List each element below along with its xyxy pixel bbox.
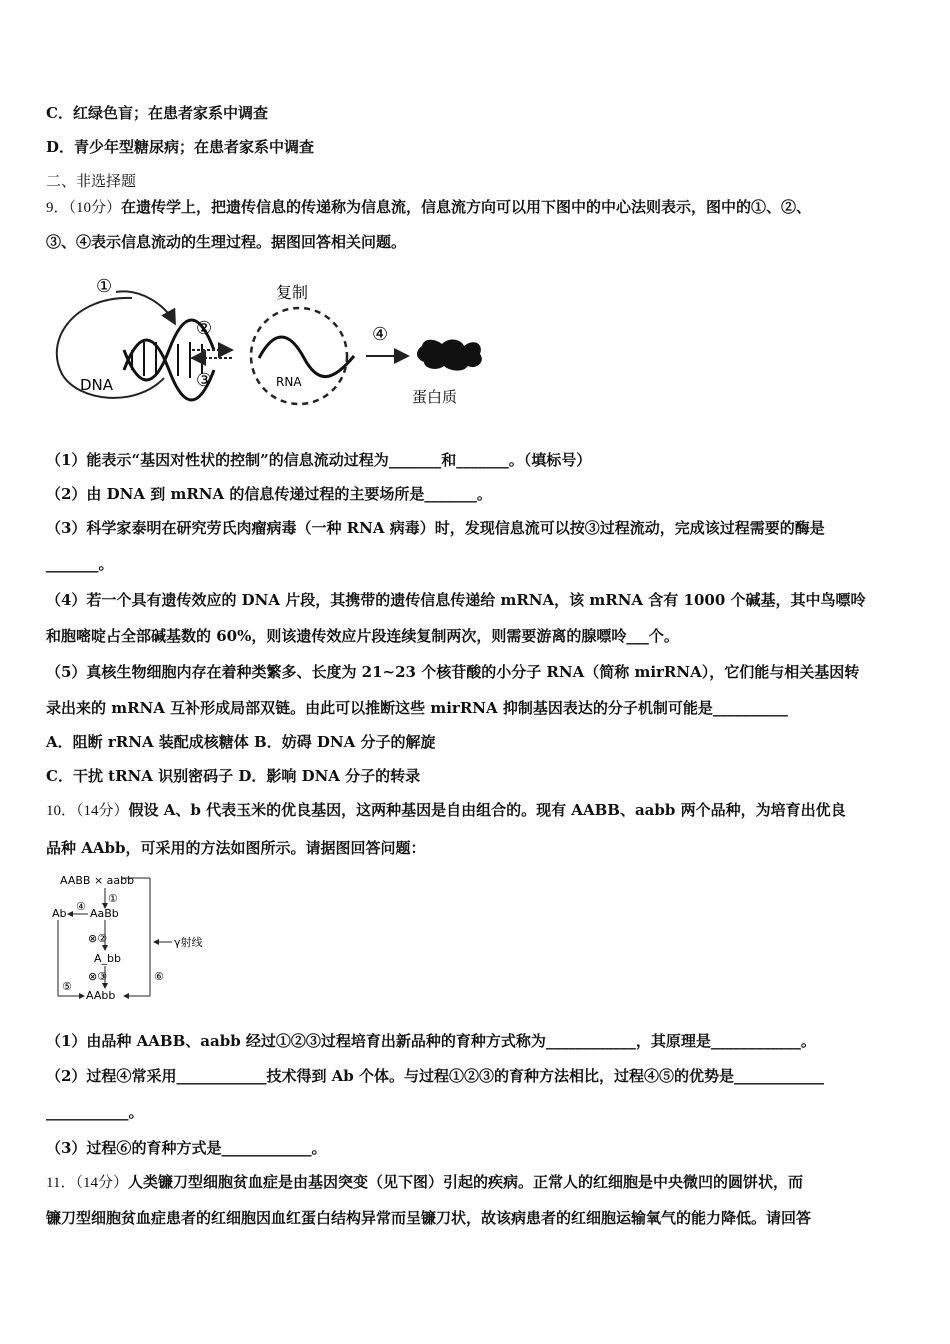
q9-sub3-line1: （3）科学家泰明在研究劳氏肉瘤病毒（一种 RNA 病毒）时，发现信息流可以按③过程流动，完成该过程需要的酶是: [46, 519, 825, 537]
q9-sub3-line2: _______。: [46, 555, 114, 573]
q11-number: 11．（14分）: [46, 1175, 128, 1191]
label-rna: RNA: [276, 375, 302, 389]
label-circle-1: ①: [96, 276, 113, 297]
label-circle-4: ④: [372, 324, 389, 345]
label-step1: ①: [108, 892, 118, 905]
label-circle-3: ③: [196, 370, 213, 391]
label-dna: DNA: [80, 376, 114, 394]
rna-replication-circle: [251, 308, 347, 404]
q10-intro-line1: [46, 800, 846, 821]
breeding-diagram: [50, 870, 230, 1000]
q9-number: 9．（10分）: [46, 200, 122, 216]
label-self2: ⊗②: [88, 932, 108, 945]
q9-intro-line2: ③、④表示信息流动的生理过程。据图回答相关问题。: [46, 233, 407, 251]
rna-strand: [259, 337, 354, 377]
q9-sub4-line1: （4）若一个具有遗传效应的 DNA 片段，其携带的遗传信息传递给 mRNA，该 mRNA 含有 1000 个碱基，其中鸟嘌呤: [46, 591, 866, 609]
label-parents: AABB × aabb: [60, 874, 135, 887]
label-circle-2: ②: [196, 318, 213, 339]
q9-options-ab: A．阻断 rRNA 装配成核糖体 B．妨碍 DNA 分子的解旋: [46, 733, 436, 751]
label-ab: Ab: [52, 907, 67, 920]
option-d: D．青少年型糖尿病；在患者家系中调查: [46, 138, 315, 156]
q10-sub3: （3）过程⑥的育种方式是____________。: [46, 1139, 327, 1157]
label-aabb-final: AAbb: [86, 989, 116, 1000]
section-title: 二、非选择题: [46, 172, 137, 190]
label-a-bb: A_bb: [94, 952, 121, 965]
q10-sub2-line1: （2）过程④常采用____________技术得到 Ab 个体。与过程①②③的育种方法相比，过程④⑤的优势是____________: [46, 1067, 825, 1085]
q9-sub5-line1: （5）真核生物细胞内存在着种类繁多、长度为 21~23 个核苷酸的小分子 RNA（简称 mirRNA），它们能与相关基因转: [46, 663, 860, 681]
q9-sub4-line2: 和胞嘧啶占全部碱基数的 60%，则该遗传效应片段连续复制两次，则需要游离的腺嘌呤___个。: [46, 627, 679, 645]
q11-intro-line2: 镰刀型细胞贫血症患者的红细胞因血红蛋白结构异常而呈镰刀状，故该病患者的红细胞运输氧气的能力降低。请回答: [46, 1209, 812, 1227]
q10-number: 10．（14分）: [46, 803, 129, 819]
label-protein: 蛋白质: [412, 388, 458, 406]
protein-shape: [417, 340, 482, 371]
q10-sub1: （1）由品种 AABB、aabb 经过①②③过程培育出新品种的育种方式称为____________，其原理是____________。: [46, 1032, 816, 1050]
q9-sub1: （1）能表示“基因对性状的控制”的信息流动过程为_______和_______。（填标号）: [46, 451, 592, 469]
label-step4: ④: [76, 900, 86, 913]
label-gamma: γ射线: [174, 936, 203, 949]
label-step6: ⑥: [154, 970, 164, 983]
q9-options-cd: C．干扰 tRNA 识别密码子 D．影响 DNA 分子的转录: [46, 767, 421, 785]
q9-sub2: （2）由 DNA 到 mRNA 的信息传递过程的主要场所是_______。: [46, 485, 492, 503]
label-self3: ⊗③: [88, 970, 108, 983]
q11-intro-line1: [46, 1172, 803, 1193]
q10-intro-line2: 品种 AAbb，可采用的方法如图所示。请据图回答问题：: [46, 839, 426, 857]
q9-intro-line1: [46, 197, 811, 218]
label-step5: ⑤: [62, 980, 72, 993]
q9-sub5-line2: 录出来的 mRNA 互补形成局部双链。由此可以推断这些 mirRNA 抑制基因表达的分子机制可能是__________: [46, 699, 788, 717]
q9-intro-text: 在遗传学上，把遗传信息的传递称为信息流，信息流方向可以用下图中的中心法则表示，图中的①、②、: [121, 198, 812, 216]
option-c: C．红绿色盲；在患者家系中调查: [46, 104, 268, 122]
q10-sub2-line2: ___________。: [46, 1103, 144, 1121]
label-replication: 复制: [276, 283, 309, 302]
label-aabb-f1: AaBb: [90, 907, 119, 920]
q10-intro-text: 假设 A、b 代表玉米的优良基因，这两种基因是自由组合的。现有 AABB、aabb 两个品种，为培育出优良: [128, 801, 846, 819]
q11-intro-text: 人类镰刀型细胞贫血症是由基因突变（见下图）引起的疾病。正常人的红细胞是中央微凹的圆饼状，而: [127, 1173, 803, 1191]
central-dogma-diagram: [44, 270, 504, 420]
